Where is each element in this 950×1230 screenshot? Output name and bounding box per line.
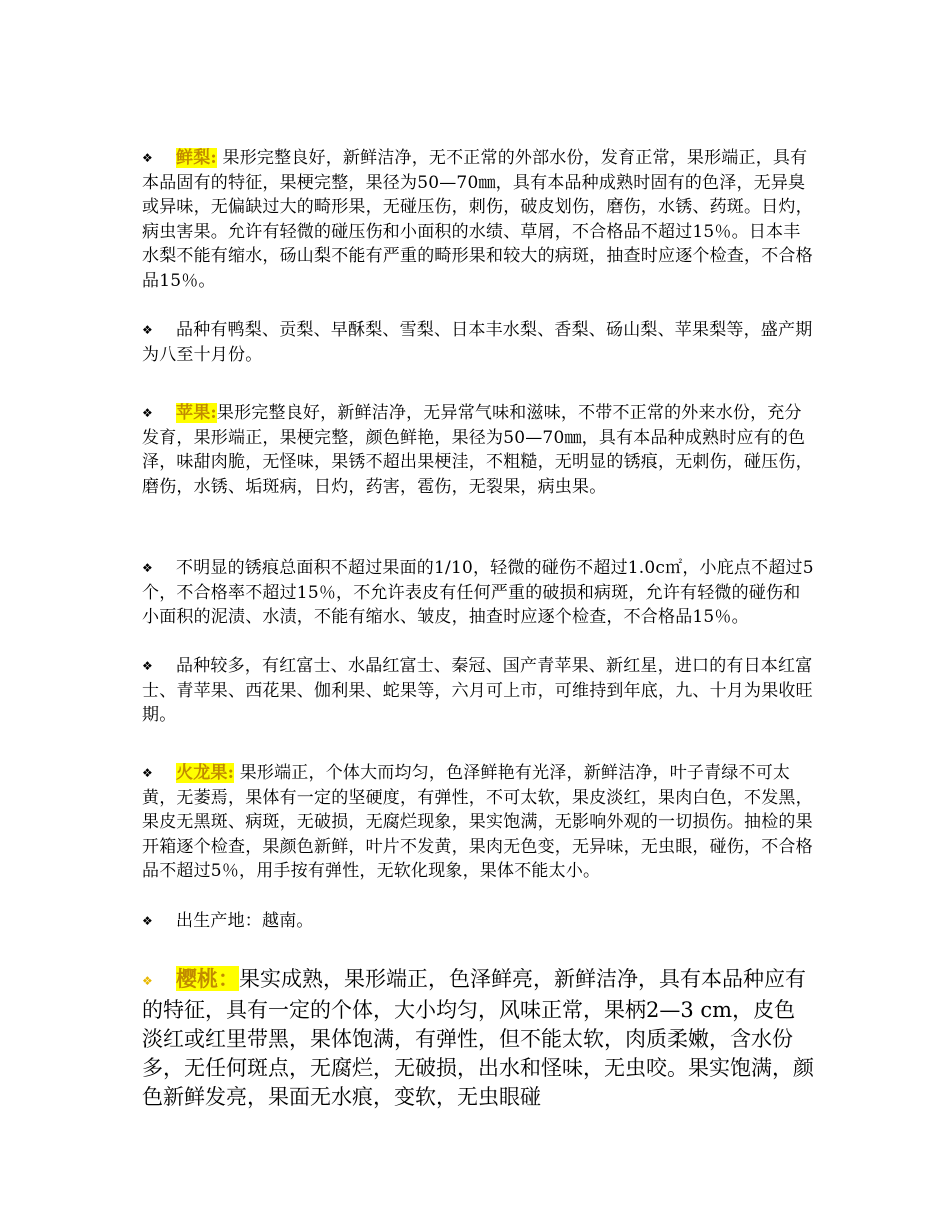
bullet-icon: ❖ [142, 974, 153, 988]
pear-heading: 鲜梨 [176, 148, 211, 168]
bullet-icon: ❖ [142, 151, 153, 165]
dragonfruit-paragraph [142, 761, 814, 884]
bullet-icon: ❖ [142, 406, 153, 420]
apple-text: 果形完整良好，新鲜洁净，无异常气味和滋味，不带不正常的外来水份，充分发育，果形端正，果梗完整，颜色鲜艳，果径为50—70㎜，具有本品种成熟时应有的色泽，味甜肉脆，无怪味，果锈不超出果梗洼，不粗糙，无明显的锈痕，无刺伤，碰压伤，磨伤，水锈、垢斑病，日灼，药害，雹伤，无裂果，病虫果。 [142, 403, 813, 497]
pear-paragraph [142, 146, 814, 293]
apple-varieties-paragraph [142, 654, 814, 728]
apple-heading-sep: : [210, 403, 217, 423]
apple-varieties: 品种较多，有红富士、水晶红富士、秦冠、国产青苹果、新红星，进口的有日本红富士、青苹果、西花果、伽利果、蛇果等，六月可上市，可维持到年底，九、十月为果收旺期。 [142, 656, 813, 725]
pear-text: 果形完整良好，新鲜洁净，无不正常的外部水份，发育正常，果形端正，具有本品固有的特征，果梗完整，果径为50—70㎜，具有本品种成熟时固有的色泽，无异臭或异味，无偏缺过大的畸形果，无碰压伤，刺伤，破皮划伤，磨伤，水锈、药斑。日灼，病虫害果。允许有轻微的碰压伤和小面积的水绩、草屑，不合格品不超过15％。日本丰水梨不能有缩水，砀山梨不能有严重的畸形果和较大的病斑，抽查时应逐个检查，不合格品15％。 [142, 148, 813, 291]
apple-defects-paragraph [142, 556, 814, 630]
dragonfruit-origin-paragraph [142, 909, 814, 934]
apple-paragraph [142, 401, 814, 499]
bullet-icon: ❖ [142, 914, 153, 928]
bullet-icon: ❖ [142, 766, 153, 780]
dragonfruit-text: 果形端正，个体大而均匀，色泽鲜艳有光泽，新鲜洁净，叶子青绿不可太黄，无萎焉，果体有一定的坚硬度，有弹性，不可太软，果皮淡红，果肉白色，不发黑，果皮无黑斑、病斑，无破损，无腐烂现象，果实饱满，无影响外观的一切损伤。抽检的果开箱逐个检查，果颜色新鲜，叶片不发黄，果肉无色变，无异味，无虫眼，碰伤，不合格品不超过5％，用手按有弹性，无软化现象，果体不能太小。 [142, 763, 813, 881]
cherry-heading: 樱桃 [176, 966, 218, 991]
pear-varieties: 品种有鸭梨、贡梨、早酥梨、雪梨、日本丰水梨、香梨、砀山梨、苹果梨等，盛产期为八至十月份。 [142, 320, 813, 365]
dragonfruit-origin: 出生产地：越南。 [176, 911, 314, 931]
dragonfruit-heading-sep: : [227, 763, 235, 783]
pear-heading-sep: : [210, 148, 217, 168]
cherry-paragraph [142, 964, 814, 1112]
cherry-heading-sep: ： [218, 966, 239, 991]
bullet-icon: ❖ [142, 659, 153, 673]
bullet-icon: ❖ [142, 323, 153, 337]
apple-heading: 苹果 [176, 403, 211, 423]
apple-defects: 不明显的锈痕总面积不超过果面的1/10，轻微的碰伤不超过1.0c㎡，小庇点不超过5个，不合格率不超过15％，不允许表皮有任何严重的破损和病斑，允许有轻微的碰伤和小面积的泥渍、水渍，不能有缩水、皱皮，抽查时应逐个检查，不合格品15％。 [142, 558, 814, 627]
dragonfruit-heading: 火龙果 [176, 763, 228, 783]
bullet-icon: ❖ [142, 561, 153, 575]
cherry-text: 果实成熟，果形端正，色泽鲜亮，新鲜洁净，具有本品种应有的特征，具有一定的个体，大小均匀，风味正常，果柄2—3 cm，皮色淡红或红里带黑，果体饱满，有弹性，但不能太软，肉质柔嫩，含水份多，无任何斑点，无腐烂，无破损，出水和怪味，无虫咬。果实饱满，颜色新鲜发亮，果面无水痕，变软，无虫眼碰 [142, 967, 814, 1109]
pear-varieties-paragraph [142, 318, 814, 367]
